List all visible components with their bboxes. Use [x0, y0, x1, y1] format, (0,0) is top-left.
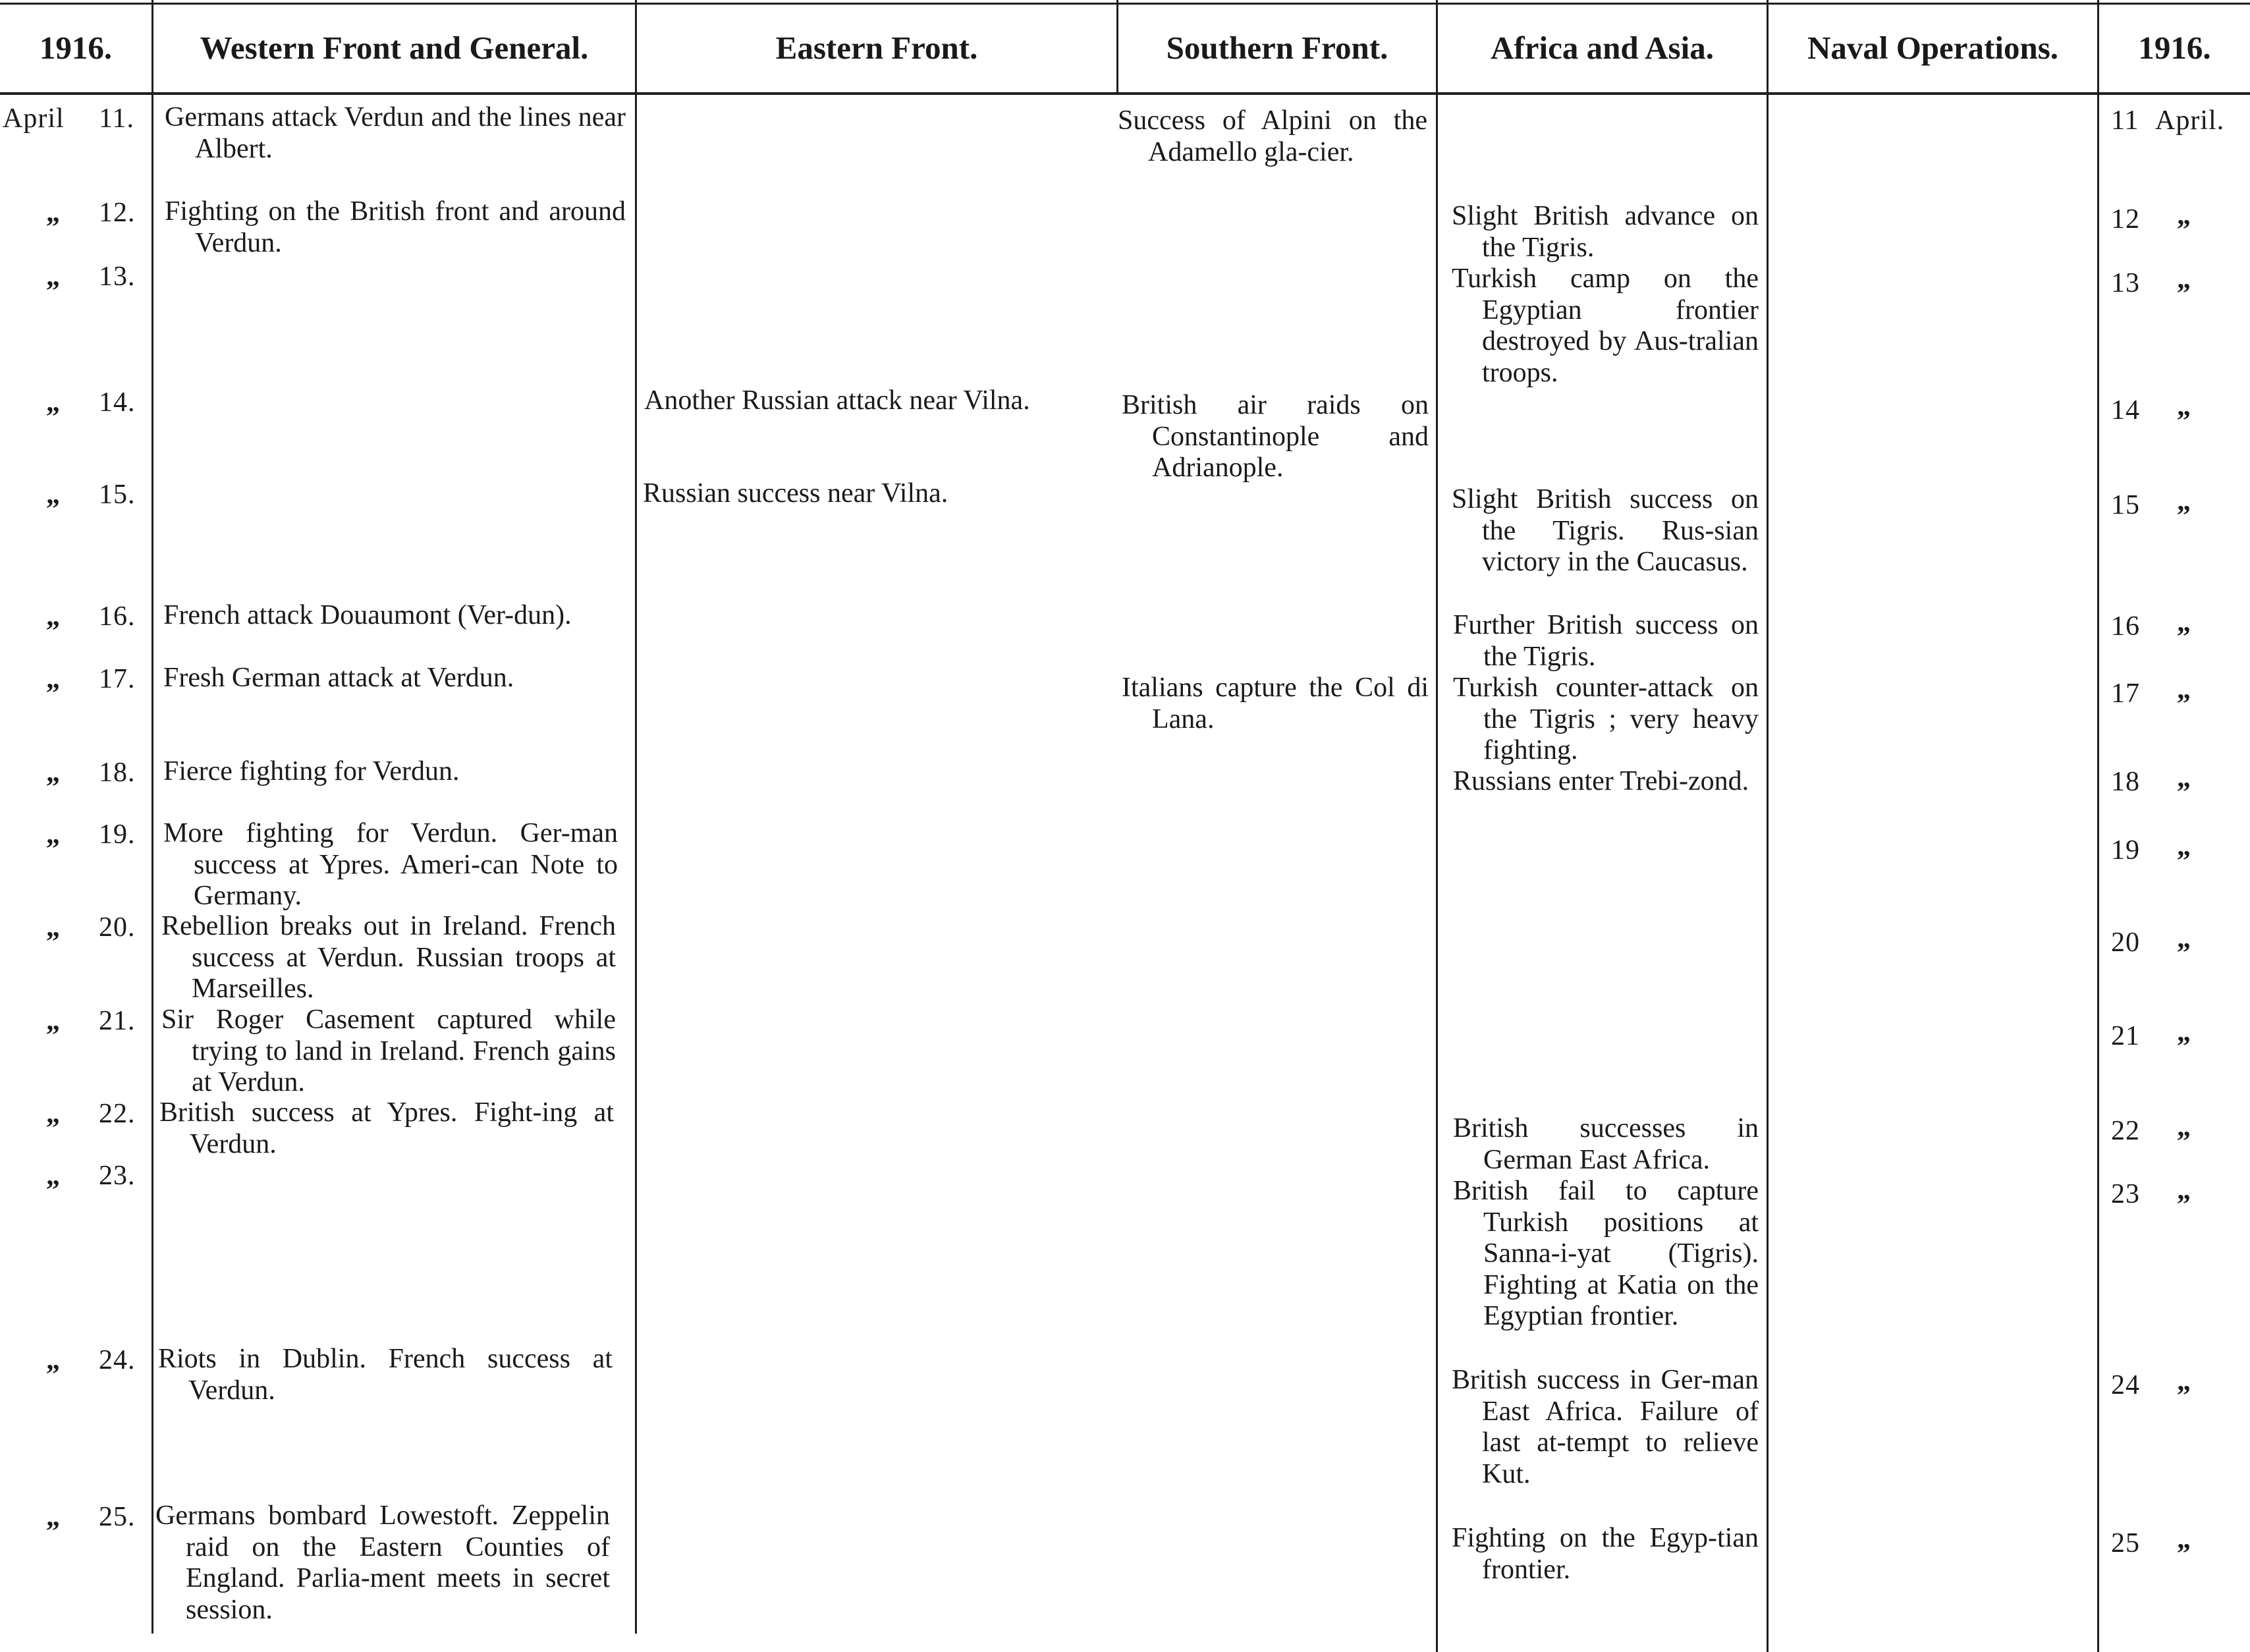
date-left-day: 20.	[99, 912, 136, 943]
date-left-day: 16.	[99, 601, 136, 632]
date-left-day: 25.	[99, 1502, 136, 1532]
date-left-day: 17.	[99, 664, 136, 694]
date-left-ditto: „	[46, 1099, 59, 1129]
date-right-ditto: „	[2177, 675, 2189, 705]
date-right-day: 24	[2111, 1370, 2140, 1400]
africa-asia-entry: Slight British success on the Tigris. Rus-sian victory in the Caucasus.	[1452, 484, 1759, 577]
africa-asia-entry: British fail to capture Turkish positions at Sanna-i-yat (Tigris). Fighting at Katia on the Egyptian frontier.	[1453, 1176, 1759, 1331]
date-right-ditto: „	[2177, 607, 2189, 638]
africa-asia-entry: Slight British advance on the Tigris.	[1452, 201, 1759, 263]
western-entry: Fresh German attack at Verdun.	[163, 663, 514, 693]
header-southern-front: Southern Front.	[1166, 30, 1388, 66]
western-entry: French attack Douaumont (Ver-dun).	[163, 600, 572, 630]
date-left-day: 12.	[99, 198, 136, 228]
date-left-ditto: „	[46, 1502, 59, 1532]
africa-asia-entry: British success in Ger-man East Africa. Failure of last at-tempt to relieve Kut.	[1452, 1365, 1759, 1489]
date-right-day: 25	[2111, 1528, 2140, 1558]
date-right-day: 13	[2111, 268, 2140, 298]
header-year-right: 1916.	[2138, 30, 2211, 66]
date-left-ditto: „	[46, 480, 59, 510]
date-left-ditto: „	[46, 819, 59, 850]
date-right-day: 11	[2111, 105, 2139, 136]
date-right-month: April.	[2155, 105, 2225, 136]
africa-asia-entry: Russians enter Trebi-zond.	[1453, 766, 1749, 796]
western-entry: Fierce fighting for Verdun.	[163, 756, 460, 786]
date-right-day: 12	[2111, 204, 2140, 234]
date-left-day: 19.	[99, 819, 136, 850]
date-left-day: 18.	[99, 757, 136, 788]
date-left-month: April	[3, 103, 65, 134]
africa-asia-entry: Fighting on the Egyp-tian frontier.	[1452, 1523, 1759, 1585]
date-left-ditto: „	[46, 1161, 59, 1191]
date-left-day: 21.	[99, 1006, 136, 1036]
date-right-day: 20	[2111, 927, 2140, 958]
date-left-ditto: „	[46, 601, 59, 632]
eastern-entry: Russian success near Vilna.	[643, 478, 948, 509]
date-right-day: 22	[2111, 1116, 2140, 1146]
western-entry: Rebellion breaks out in Ireland. French success at Verdun. Russian troops at Marseilles.	[161, 911, 616, 1004]
western-entry: Riots in Dublin. French success at Verdun.	[158, 1344, 613, 1406]
date-right-ditto: „	[2177, 923, 2189, 954]
column-rule-6	[2097, 0, 2099, 1652]
africa-asia-entry: Turkish camp on the Egyptian frontier destroyed by Aus-tralian troops.	[1452, 263, 1759, 388]
date-right-ditto: „	[2177, 1524, 2189, 1555]
header-bottom-rule	[0, 92, 2250, 95]
africa-asia-entry: Further British success on the Tigris.	[1453, 610, 1759, 672]
date-left-ditto: „	[46, 757, 59, 788]
date-left-day: 15.	[99, 480, 136, 510]
column-rule-1	[151, 0, 153, 1634]
date-left-day: 11.	[99, 103, 134, 134]
column-rule-5	[1767, 0, 1769, 1652]
date-right-ditto: „	[2177, 1175, 2189, 1205]
date-left-ditto: „	[46, 664, 59, 694]
date-right-ditto: „	[2177, 264, 2189, 294]
africa-asia-entry: Turkish counter-attack on the Tigris ; very heavy fighting.	[1453, 673, 1759, 765]
africa-asia-entry: British successes in German East Africa.	[1453, 1113, 1759, 1175]
date-right-ditto: „	[2177, 1017, 2189, 1047]
western-entry: More fighting for Verdun. Ger-man success at Ypres. Ameri-can Note to Germany.	[163, 818, 618, 911]
column-rule-2	[635, 0, 637, 1634]
date-left-day: 23.	[99, 1161, 136, 1191]
date-right-day: 18	[2111, 767, 2140, 797]
date-left-ditto: „	[46, 262, 59, 292]
date-right-ditto: „	[2177, 200, 2189, 231]
western-entry: Germans bombard Lowestoft. Zeppelin raid on the Eastern Counties of England. Parlia-ment meets in secret session.	[155, 1501, 610, 1625]
date-left-day: 14.	[99, 387, 136, 418]
date-right-day: 21	[2111, 1021, 2140, 1051]
western-entry: British success at Ypres. Fight-ing at Verdun.	[159, 1097, 614, 1159]
date-right-ditto: „	[2177, 831, 2189, 862]
date-right-day: 23	[2111, 1179, 2140, 1209]
date-left-ditto: „	[46, 912, 59, 943]
date-right-ditto: „	[2177, 486, 2189, 516]
western-entry: Germans attack Verdun and the lines near Albert.	[165, 102, 626, 164]
header-africa-asia: Africa and Asia.	[1491, 30, 1714, 66]
header-western-front: Western Front and General.	[200, 30, 589, 66]
date-right-ditto: „	[2177, 391, 2189, 422]
western-entry: Fighting on the British front and around Verdun.	[165, 196, 626, 258]
southern-entry: Success of Alpini on the Adamello gla-cier.	[1118, 105, 1427, 167]
eastern-entry: Another Russian attack near Vilna.	[644, 385, 1030, 416]
header-year-left: 1916.	[39, 30, 113, 66]
date-right-ditto: „	[2177, 763, 2189, 793]
date-right-day: 19	[2111, 835, 2140, 866]
date-right-day: 16	[2111, 611, 2140, 642]
date-left-day: 13.	[99, 262, 136, 292]
header-naval-operations: Naval Operations.	[1807, 30, 2059, 66]
southern-entry: Italians capture the Col di Lana.	[1122, 673, 1429, 734]
date-right-ditto: „	[2177, 1366, 2189, 1396]
header-eastern-front: Eastern Front.	[775, 30, 978, 66]
date-left-day: 24.	[99, 1345, 136, 1375]
date-right-ditto: „	[2177, 1112, 2189, 1142]
date-left-day: 22.	[99, 1099, 136, 1129]
column-rule-4	[1436, 0, 1438, 1652]
date-right-day: 17	[2111, 678, 2140, 709]
date-right-day: 15	[2111, 490, 2140, 520]
western-entry: Sir Roger Casement captured while trying to land in Ireland. French gains at Verdun.	[161, 1005, 616, 1097]
southern-entry: British air raids on Constantinople and Adrianople.	[1122, 390, 1429, 483]
date-left-ditto: „	[46, 1345, 59, 1375]
date-right-day: 14	[2111, 395, 2140, 426]
date-left-ditto: „	[46, 198, 59, 228]
date-left-ditto: „	[46, 387, 59, 418]
date-left-ditto: „	[46, 1006, 59, 1036]
